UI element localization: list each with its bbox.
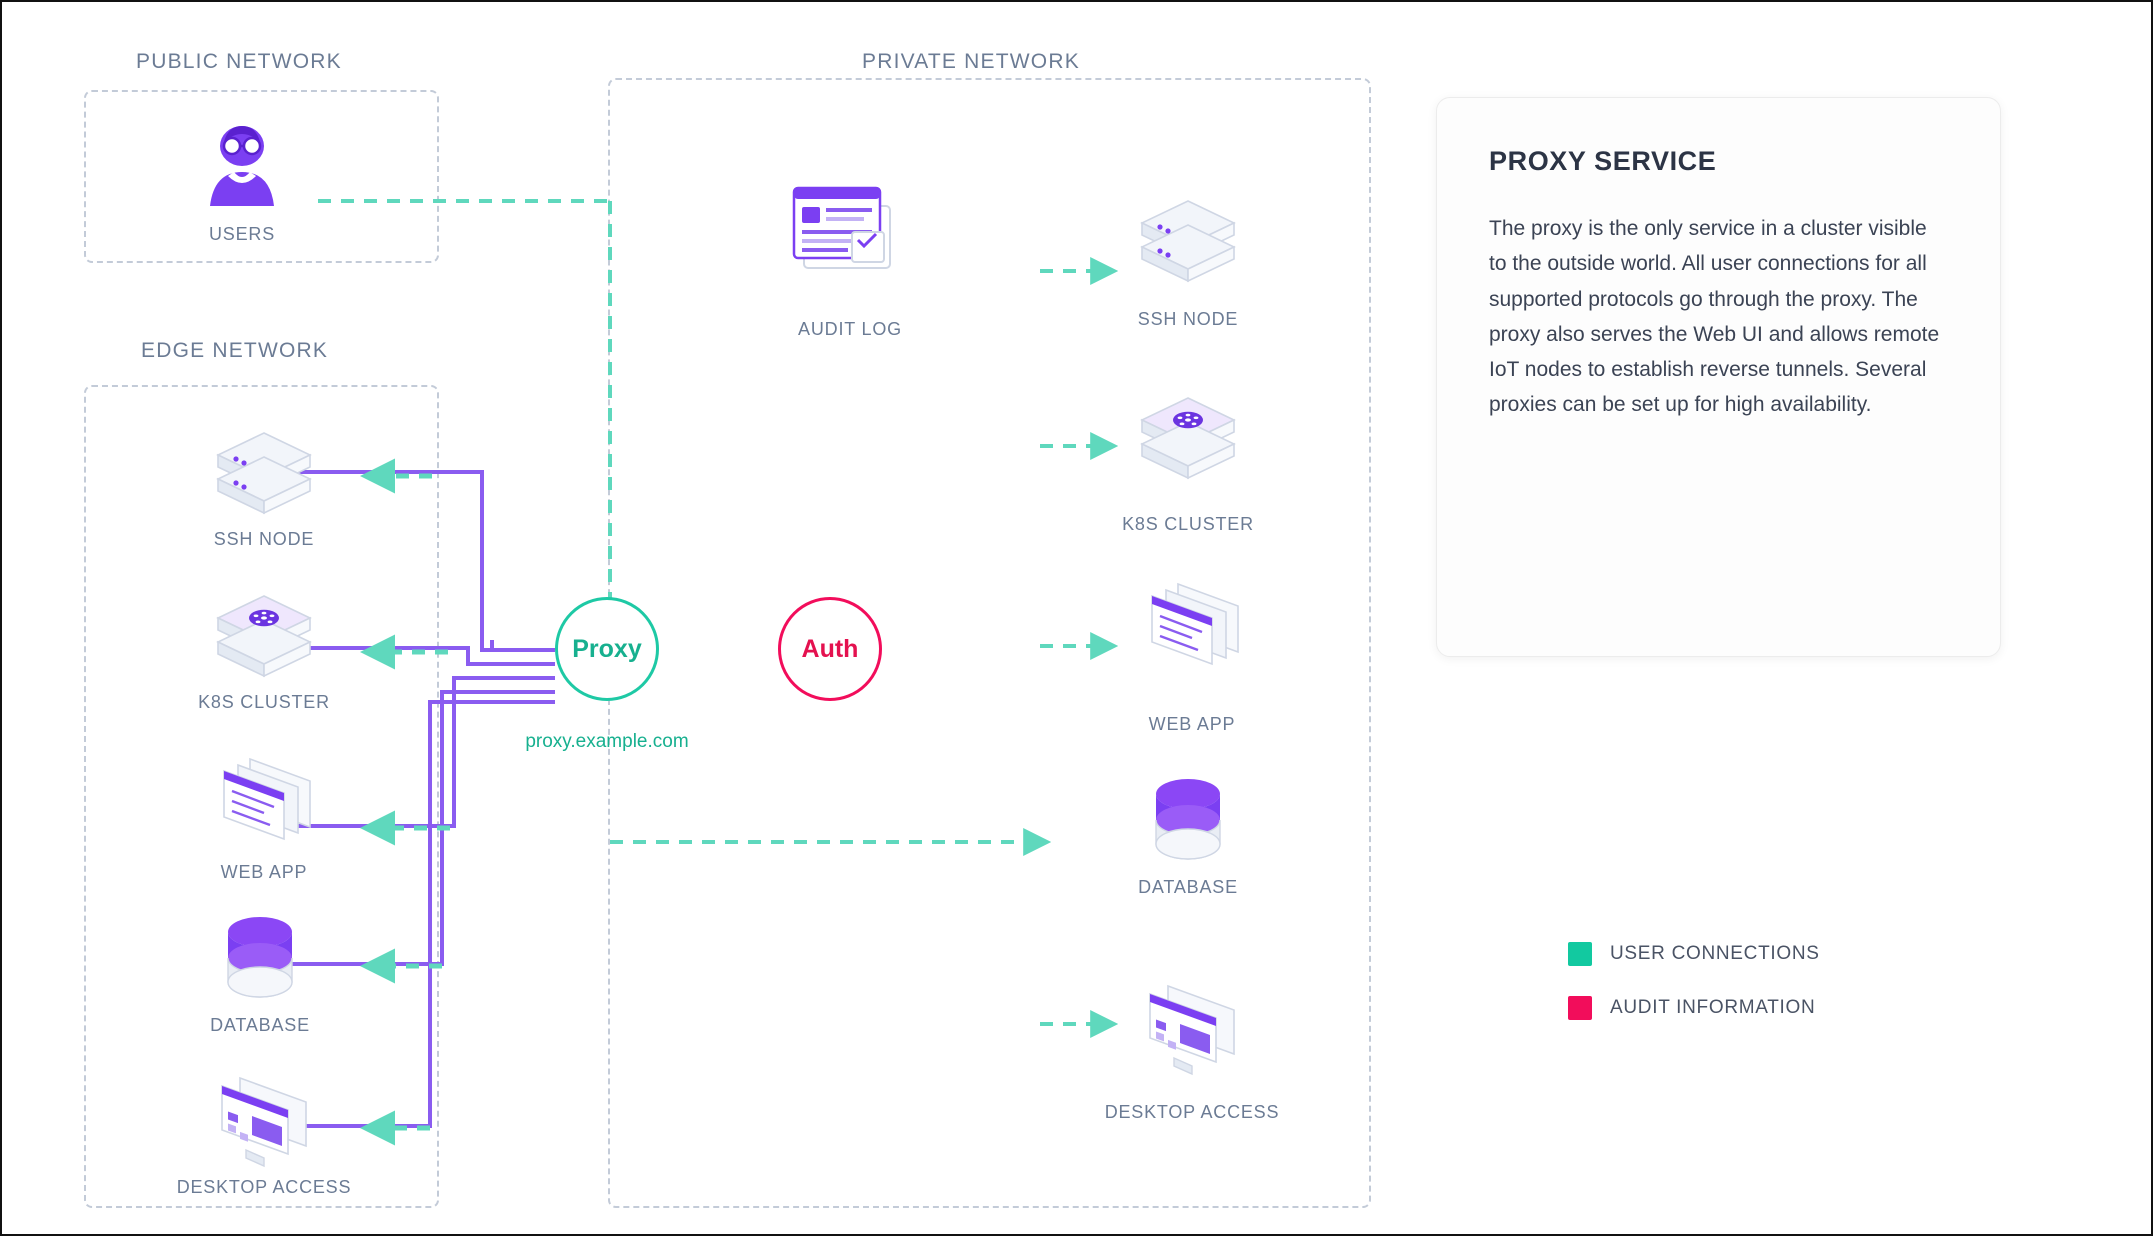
card-title: PROXY SERVICE — [1489, 146, 1717, 176]
proxy-service-card — [1436, 97, 2001, 657]
browser-windows-icon — [204, 755, 324, 856]
proxy-label: Proxy — [572, 634, 642, 663]
card-body: The proxy is the only service in a cluster visible to the outside world. All user connections for all supported protocols go through the proxy. The proxy also serves the Web UI and allows remote IoT nodes to establish reverse tunnels. Several proxies can be set up for high availability. — [1489, 217, 1940, 417]
auth-node[interactable] — [778, 597, 882, 701]
proxy-hostname: proxy.example.com — [525, 731, 689, 752]
node-label-audit-log: AUDIT LOG — [798, 319, 902, 339]
node-label-private-ssh-node: SSH NODE — [1137, 309, 1239, 329]
kubernetes-icon — [210, 590, 318, 687]
zone-title-public: PUBLIC NETWORK — [136, 50, 342, 73]
desktop-icon — [1130, 980, 1254, 1085]
private-network-box — [608, 78, 1371, 1208]
node-label-edge-ssh-node: SSH NODE — [213, 529, 315, 549]
kubernetes-icon — [1134, 392, 1242, 489]
database-icon — [1140, 774, 1236, 875]
zone-title-private: PRIVATE NETWORK — [862, 50, 1080, 73]
legend-item-user-connections — [1568, 942, 1820, 966]
database-icon — [212, 912, 308, 1013]
auth-label: Auth — [801, 634, 859, 663]
browser-windows-icon — [1132, 580, 1252, 681]
node-label-private-database: DATABASE — [1138, 877, 1238, 897]
node-label-edge-k8s-cluster: K8S CLUSTER — [198, 692, 330, 712]
audit-log-icon — [786, 170, 914, 295]
node-label-edge-web-app: WEB APP — [220, 862, 308, 882]
server-icon — [210, 427, 318, 524]
legend-label-user-connections: USER CONNECTIONS — [1610, 943, 1820, 964]
node-label-edge-desktop-access: DESKTOP ACCESS — [176, 1177, 352, 1197]
legend-swatch-audit-information — [1568, 996, 1592, 1020]
node-label-private-web-app: WEB APP — [1148, 714, 1236, 734]
legend — [1568, 942, 1820, 1050]
legend-item-audit-information — [1568, 996, 1820, 1020]
node-label-private-k8s-cluster: K8S CLUSTER — [1122, 514, 1254, 534]
zone-title-edge: EDGE NETWORK — [141, 339, 329, 362]
legend-swatch-user-connections — [1568, 942, 1592, 966]
desktop-icon — [202, 1072, 326, 1177]
user-icon — [194, 120, 290, 217]
server-icon — [1134, 195, 1242, 292]
proxy-node[interactable] — [555, 597, 659, 701]
node-label-users: USERS — [208, 224, 276, 244]
node-label-edge-database: DATABASE — [210, 1015, 310, 1035]
node-label-private-desktop-access: DESKTOP ACCESS — [1104, 1102, 1280, 1122]
legend-label-audit-information: AUDIT INFORMATION — [1610, 997, 1816, 1018]
